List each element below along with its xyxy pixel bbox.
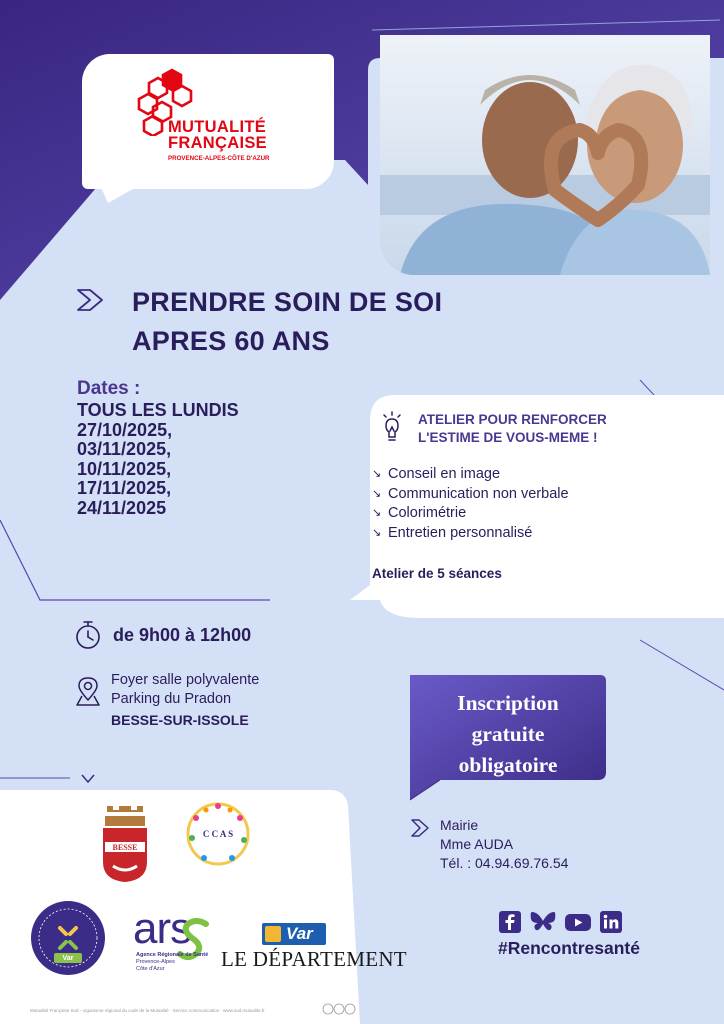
atelier-item <box>372 485 569 505</box>
var-badge-sun-icon <box>265 926 281 942</box>
ccas-label: C C A S <box>202 829 234 839</box>
chevron-down-icon <box>80 772 96 786</box>
inscription-line2: gratuite <box>471 722 545 746</box>
inscription-panel <box>410 688 606 781</box>
footer-note: Mutualité Française Sud - organisme régional du code de la Mutualité · Service communication · www.sud.mutualite.fr <box>30 1008 265 1013</box>
location-line1: Foyer salle polyvalente <box>111 672 260 688</box>
arrow-down-right-icon: ↘ <box>372 468 382 480</box>
contact-line3: Tél. : 04.94.69.76.54 <box>440 855 569 871</box>
lightbulb-icon <box>381 411 403 445</box>
linkedin-icon[interactable] <box>600 911 622 933</box>
atelier-item-label: Colorimétrie <box>388 505 467 521</box>
arrow-down-right-icon: ↘ <box>372 487 382 500</box>
title-line2: APRES 60 ANS <box>132 326 330 356</box>
atelier-list <box>372 465 569 543</box>
var-badge-label: Var <box>286 924 313 943</box>
seniors-photo <box>380 35 710 275</box>
inscription-line1: Inscription <box>457 691 559 715</box>
youtube-icon[interactable] <box>565 911 591 933</box>
location-line2: Parking du Pradon <box>111 691 232 707</box>
bluesky-icon[interactable] <box>530 911 556 933</box>
atelier-item-label: Conseil en image <box>388 466 501 482</box>
ars-logo-text: ars <box>133 904 192 953</box>
var-badge <box>262 923 326 945</box>
inscription-line3: obligatoire <box>458 753 558 777</box>
schedule-time: de 9h00 à 12h00 <box>113 625 252 645</box>
license-icons <box>322 1003 356 1015</box>
ars-subtitle-line1: Agence Régionale de Santé <box>136 952 209 958</box>
dates-list <box>77 401 239 518</box>
atelier-sessions: Atelier de 5 séances <box>372 566 502 581</box>
dates-line: 17/11/2025, <box>77 478 172 498</box>
title-line1: PRENDRE SOIN DE SOI <box>132 287 443 317</box>
contact-line2: Mme AUDA <box>440 836 514 852</box>
clock-icon <box>73 620 103 652</box>
logo-name-line2: FRANÇAISE <box>168 134 267 152</box>
atelier-title-line2: L'ESTIME DE VOUS-MEME ! <box>418 430 598 445</box>
atelier-item <box>372 504 569 524</box>
ars-subtitle-line2: Provence-Alpes <box>136 959 175 965</box>
departement-label: LE DÉPARTEMENT <box>221 947 407 971</box>
facebook-icon[interactable] <box>499 911 521 933</box>
arrow-down-right-icon: ↘ <box>372 526 382 539</box>
dates-line: 27/10/2025, <box>77 419 173 440</box>
ars-subtitle-line3: Côte d'Azur <box>136 966 165 972</box>
hashtag: #Rencontresanté <box>498 938 640 958</box>
atelier-item-label: Entretien personnalisé <box>388 524 533 541</box>
chevron-icon <box>410 818 432 838</box>
besse-label: BESSE <box>112 843 138 852</box>
conference-badge-label: Var <box>62 955 74 962</box>
map-pin-icon <box>74 676 102 708</box>
logo-region: PROVENCE-ALPES-CÔTE D'AZUR <box>168 155 270 162</box>
chevron-icon <box>76 288 106 312</box>
dates-line: 10/11/2025, <box>77 458 172 479</box>
dates-label: Dates : <box>77 378 141 399</box>
social-icons <box>499 911 622 933</box>
atelier-title-line1: ATELIER POUR RENFORCER <box>418 412 607 427</box>
conference-badge-icon <box>30 900 106 976</box>
dates-line: TOUS LES LUNDIS <box>77 400 239 420</box>
dates-line: 24/11/2025 <box>77 497 167 518</box>
atelier-item <box>372 524 569 544</box>
bubble-tail <box>100 185 140 203</box>
contact-line1: Mairie <box>440 817 479 833</box>
logo-name-line1: MUTUALITÉ <box>168 118 267 136</box>
location-city: BESSE-SUR-ISSOLE <box>111 712 249 728</box>
arrow-down-right-icon: ↘ <box>372 507 382 519</box>
atelier-item-label: Communication non verbale <box>388 485 569 502</box>
dates-line: 03/11/2025, <box>77 439 172 459</box>
atelier-item <box>372 465 569 485</box>
